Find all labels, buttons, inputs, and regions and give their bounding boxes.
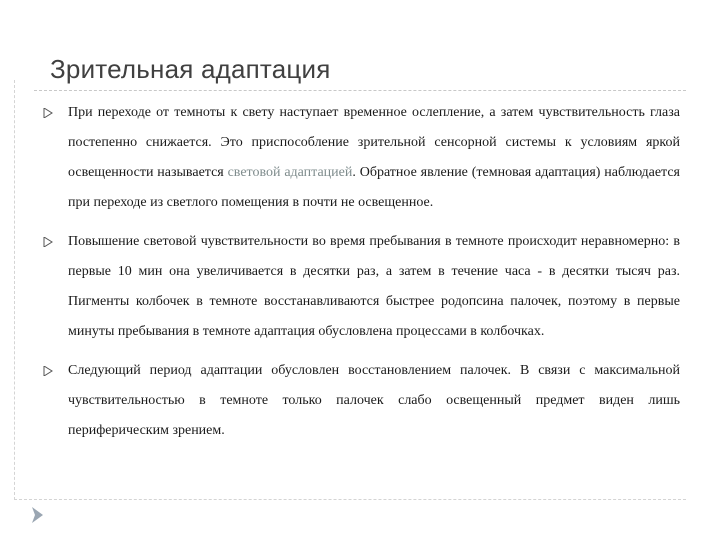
bullet-item-rod-recovery [40,356,680,446]
left-border-rule [14,80,15,500]
triangle-bullet-icon [43,108,53,118]
bullet-list [40,98,680,455]
bullet-item-light-adaptation [40,98,680,218]
bullet-text: Повышение световой чувствительности во время пребывания в темноте происходит неравномерно: в первые 10 мин она увеличивается в десятки раз, а затем в течение часа - в десятки тысяч раз. Пигменты колбочек в темноте восстанавливаются быстрее родопсина палочек, поэтому в первые минуты пребывания в темноте адаптация обусловлена процессами в колбочках. [68,234,680,339]
bullet-text: При переходе от темноты к свету наступает временное ослепление, а затем чувствительность глаза постепенно снижается. Это приспособление зрительной сенсорной системы к условиям яркой освещенности называется [68,105,680,180]
bullet-item-dark-adaptation [40,227,680,347]
triangle-bullet-icon [43,366,53,376]
triangle-bullet-icon [43,237,53,247]
highlighted-term: световой адаптацией [227,165,353,180]
bullet-text: Следующий период адаптации обусловлен восстановлением палочек. В связи с максимальной чувствительностью в темноте только палочек слабо освещенный предмет виден лишь периферическим зрением. [68,363,680,438]
nav-arrow-icon[interactable] [26,504,48,526]
bottom-border-rule [14,499,686,500]
slide-title: Зрительная адаптация [50,54,331,84]
title-underline [34,90,686,91]
bullet-text: . Обратное явление (темновая адаптация) наблюдается при переходе из светлого помещения в почти не освещенное. [68,165,680,210]
